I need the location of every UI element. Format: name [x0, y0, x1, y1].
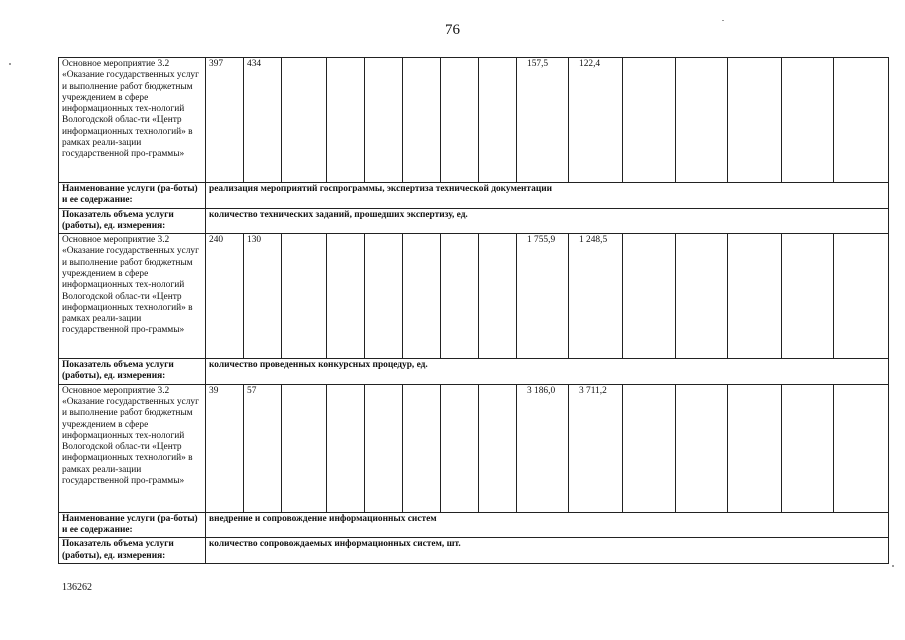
row-label: Наименование услуги (ра-боты) и ее содержание: [59, 512, 206, 538]
measure-name: Основное мероприятие 3.2 «Оказание государственных услуг и выполнение работ бюджетным учреждением в сфере информационных тех-нологий Вологодской облас-ти «Центр информационных технологий» в рамках реали-зации государственной про-граммы» [59, 234, 206, 359]
empty-cell [403, 234, 441, 359]
table-row [59, 58, 889, 183]
value-cell: 57 [244, 384, 282, 512]
empty-cell [623, 58, 676, 183]
empty-cell [479, 58, 517, 183]
empty-cell [623, 234, 676, 359]
measure-name: Основное мероприятие 3.2 «Оказание государственных услуг и выполнение работ бюджетным учреждением в сфере информационных тех-нологий Вологодской облас-ти «Центр информационных технологий» в рамках реали-зации государственной про-граммы» [59, 384, 206, 512]
value-cell: 1 248,5 [569, 234, 623, 359]
empty-cell [282, 234, 327, 359]
value-cell: 39 [206, 384, 244, 512]
value-cell: 397 [206, 58, 244, 183]
measure-name: Основное мероприятие 3.2 «Оказание государственных услуг и выполнение работ бюджетным учреждением в сфере информационных тех-нологий Вологодской облас-ти «Центр информационных технологий» в рамках реали-зации государственной про-граммы» [59, 58, 206, 183]
empty-cell [403, 58, 441, 183]
empty-cell [327, 384, 365, 512]
service-indicators-table [58, 57, 889, 564]
value-cell: 157,5 [517, 58, 569, 183]
table-row [59, 538, 889, 564]
row-label: Показатель объема услуги (работы), ед. измерения: [59, 359, 206, 385]
value-cell: 122,4 [569, 58, 623, 183]
empty-cell [834, 384, 889, 512]
empty-cell [676, 384, 728, 512]
table-row [59, 234, 889, 359]
empty-cell [782, 234, 834, 359]
empty-cell [479, 384, 517, 512]
row-label: Показатель объема услуги (работы), ед. измерения: [59, 208, 206, 234]
row-value: реализация мероприятий госпрограммы, экспертиза технической документации [206, 183, 889, 209]
value-cell: 240 [206, 234, 244, 359]
empty-cell [676, 58, 728, 183]
empty-cell [782, 58, 834, 183]
empty-cell [834, 58, 889, 183]
page-number: 76 [445, 22, 460, 38]
empty-cell [728, 384, 782, 512]
row-value: внедрение и сопровождение информационных систем [206, 512, 889, 538]
row-value: количество сопровождаемых информационных систем, шт. [206, 538, 889, 564]
empty-cell [365, 234, 403, 359]
empty-cell [282, 384, 327, 512]
table-row [59, 512, 889, 538]
empty-cell [782, 384, 834, 512]
empty-cell [365, 384, 403, 512]
row-label: Показатель объема услуги (работы), ед. измерения: [59, 538, 206, 564]
empty-cell [403, 384, 441, 512]
table-row [59, 359, 889, 385]
scan-speck [9, 63, 11, 65]
empty-cell [327, 234, 365, 359]
empty-cell [365, 58, 403, 183]
table-row [59, 183, 889, 209]
empty-cell [728, 234, 782, 359]
empty-cell [441, 234, 479, 359]
empty-cell [676, 234, 728, 359]
empty-cell [441, 58, 479, 183]
empty-cell [728, 58, 782, 183]
row-value: количество технических заданий, прошедших экспертизу, ед. [206, 208, 889, 234]
scan-speck [722, 20, 724, 21]
value-cell: 434 [244, 58, 282, 183]
row-value: количество проведенных конкурсных процедур, ед. [206, 359, 889, 385]
table-row [59, 384, 889, 512]
value-cell: 3 186,0 [517, 384, 569, 512]
empty-cell [441, 384, 479, 512]
empty-cell [834, 234, 889, 359]
empty-cell [282, 58, 327, 183]
empty-cell [623, 384, 676, 512]
document-code: 136262 [62, 582, 92, 593]
table-row [59, 208, 889, 234]
row-label: Наименование услуги (ра-боты) и ее содержание: [59, 183, 206, 209]
value-cell: 1 755,9 [517, 234, 569, 359]
empty-cell [327, 58, 365, 183]
value-cell: 130 [244, 234, 282, 359]
scan-speck [892, 565, 894, 567]
empty-cell [479, 234, 517, 359]
value-cell: 3 711,2 [569, 384, 623, 512]
